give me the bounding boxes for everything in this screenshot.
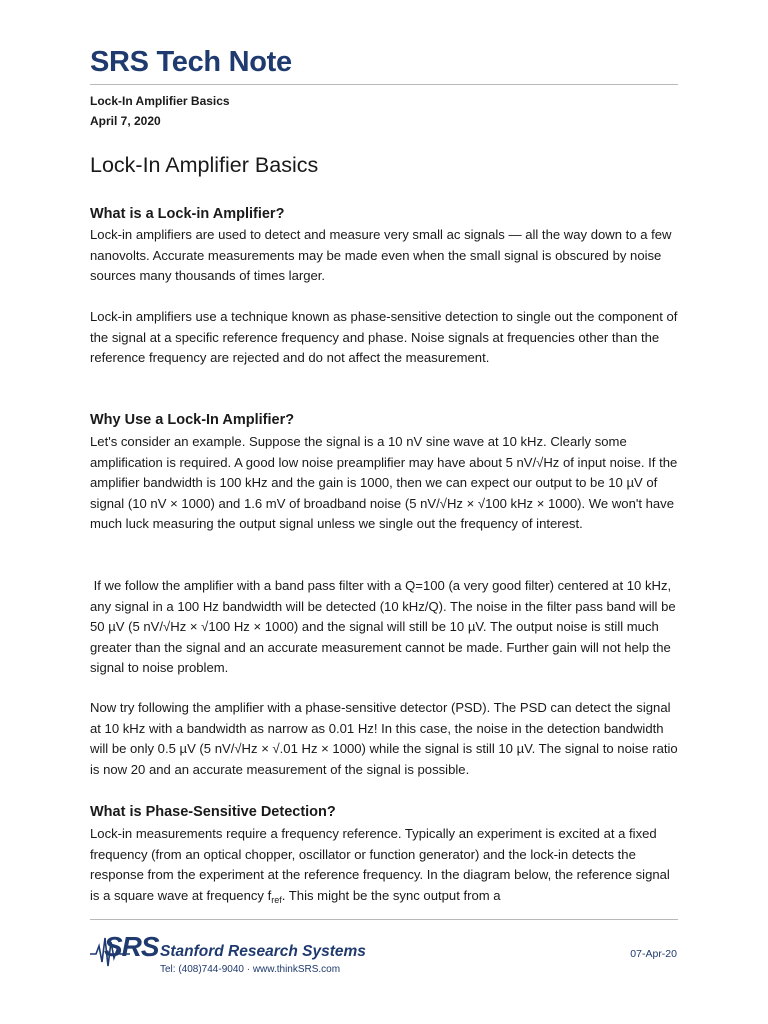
paragraph: Lock-in amplifiers use a technique known as phase-sensitive detection to single out the component of the signal at a specific reference frequency and phase. Noise signals at frequencies other than the reference frequency are rejected and do not affect the measurement.: [90, 309, 678, 366]
note-subtitle: Lock-In Amplifier Basics: [90, 94, 230, 108]
paragraph-text: Lock-in measurements require a frequency reference. Typically an experiment is excited at a fixed frequency (from an optical chopper, oscillator or function generator) and the lock-in detects the response from the experiment at the reference frequency. In the diagram below, the reference signal is a square wave at frequency f: [90, 826, 670, 903]
company-name: Stanford Research Systems: [160, 943, 366, 960]
paragraph: If we follow the amplifier with a band pass filter with a Q=100 (a very good filter) centered at 10 kHz, any signal in a 100 Hz bandwidth will be detected (10 kHz/Q). The noise in the filter pass band will be 50 µV (5 nV/√Hz × √100 Hz × 1000) and the signal will still be 10 µV. The output noise is still much greater than the signal and an accurate measurement cannot be made. Further gain will not help the signal to noise problem.: [90, 578, 680, 676]
company-contact: Tel: (408)744-9040 · www.thinkSRS.com: [160, 964, 341, 975]
paragraph: Now try following the amplifier with a phase-sensitive detector (PSD). The PSD can detect the signal at 10 kHz with a bandwidth as narrow as 0.01 Hz! In this case, the noise in the detection bandwidth will be only 0.5 µV (5 nV/√Hz × √.01 Hz × 1000) while the signal is still 10 µV. The signal to noise ratio is now 20 and an accurate measurement of the signal is possible.: [90, 700, 678, 777]
paragraph-text-tail: . This might be the sync output from a: [281, 887, 501, 903]
logo-wordmark: SRS: [104, 931, 159, 962]
footer-divider: [90, 919, 678, 920]
document-title: Lock-In Amplifier Basics: [90, 153, 319, 177]
header-divider: [90, 84, 678, 85]
section-heading-why-use: Why Use a Lock-In Amplifier?: [90, 412, 295, 428]
section-heading-psd: What is Phase-Sensitive Detection?: [90, 804, 336, 820]
footer-date: 07-Apr-20: [630, 948, 677, 960]
tech-note-title: SRS Tech Note: [90, 46, 292, 78]
subscript-ref: ref: [271, 894, 282, 905]
paragraph: Let's consider an example. Suppose the signal is a 10 nV sine wave at 10 kHz. Clearly some amplification is required. A good low noise preamplifier may have about 5 nV/√Hz of input noise. If the amplifier bandwidth is 100 kHz and the gain is 1000, then we can expect our output to be 10 µV of signal (10 nV × 1000) and 1.6 mV of broadband noise (5 nV/√Hz × √100 kHz × 1000). We won't have much luck measuring the output signal unless we single out the frequency of interest.: [90, 434, 678, 532]
section-heading-what-is: What is a Lock-in Amplifier?: [90, 206, 285, 222]
paragraph: [90, 824, 680, 906]
paragraph: Lock-in amplifiers are used to detect and measure very small ac signals — all the way down to a few nanovolts. Accurate measurements may be made even when the small signal is obscured by noise sources many thousands of times larger.: [90, 227, 672, 284]
note-date: April 7, 2020: [90, 114, 161, 128]
